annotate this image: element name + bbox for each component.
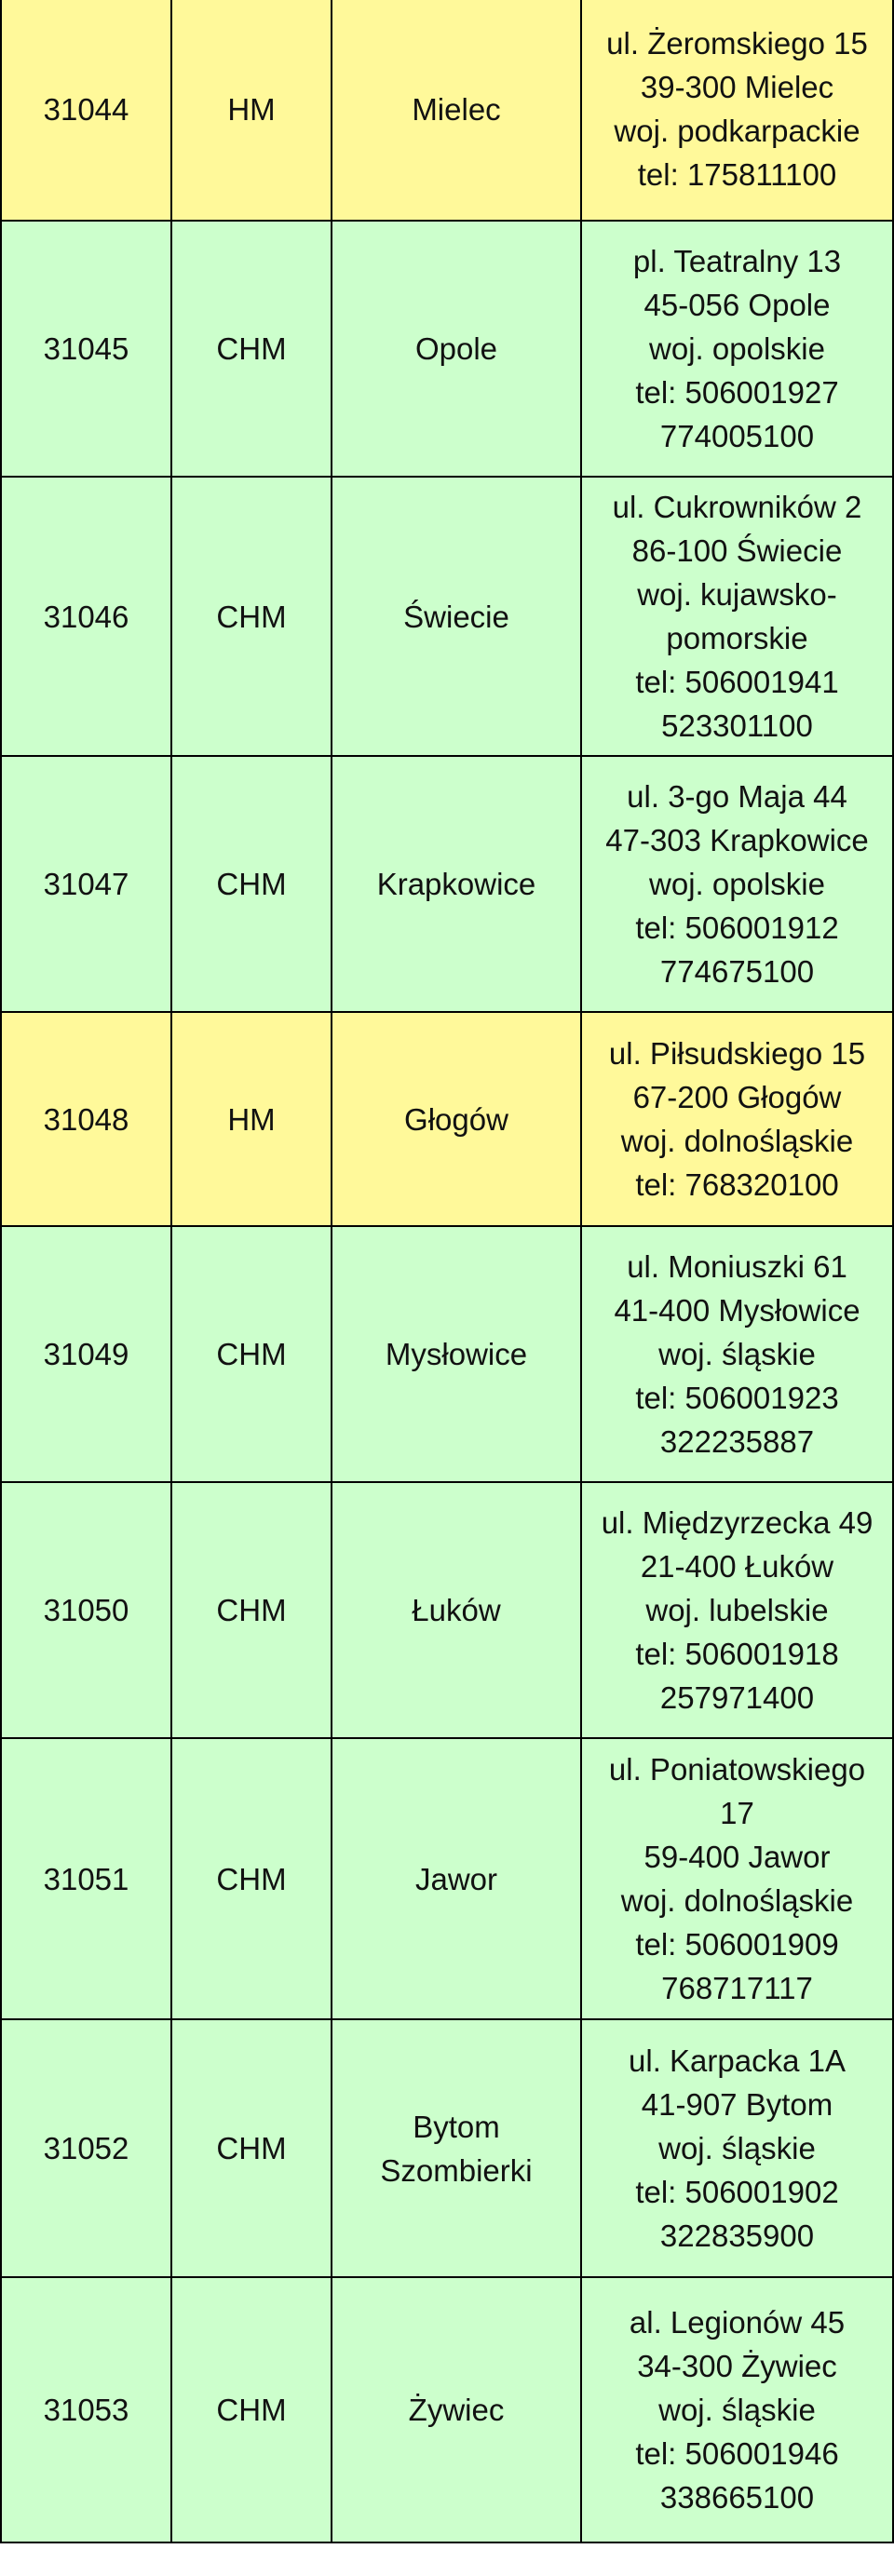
city-cell [332, 1482, 581, 1738]
address-line: woj. dolnośląskie [620, 1124, 854, 1158]
address-line: ul. Piłsudskiego 15 [608, 1036, 866, 1071]
store-type-cell: HM [171, 0, 332, 221]
address-line: 774005100 [659, 419, 815, 453]
table-row [1, 756, 893, 1012]
address-cell [581, 2019, 893, 2277]
city-line: Szombierki [380, 2152, 533, 2188]
address-line: 67-200 Głogów [632, 1080, 842, 1114]
address-cell [581, 756, 893, 1012]
address-line: pl. Teatralny 13 [632, 244, 842, 278]
city-cell [332, 2277, 581, 2542]
address-cell [581, 2277, 893, 2542]
address-line: 45-056 Opole [643, 288, 831, 322]
address-line: 322835900 [659, 2219, 815, 2253]
address-line: 21-400 Łuków [640, 1549, 834, 1584]
address-cell [581, 1012, 893, 1226]
store-code-cell: 31050 [1, 1482, 171, 1738]
address-line: 17 [720, 1796, 754, 1830]
address-line: woj. śląskie [658, 2131, 816, 2165]
city-line: Bytom [413, 2109, 500, 2144]
address-line: ul. Moniuszki 61 [627, 1249, 847, 1284]
address-line: tel: 506001909 [635, 1927, 839, 1962]
table-row [1, 1738, 893, 2019]
city-line: Opole [414, 331, 498, 366]
address-line: tel: 506001923 [635, 1381, 839, 1415]
address-line: woj. kujawsko- [637, 577, 837, 612]
city-line: Mielec [412, 91, 501, 127]
store-code-cell: 31051 [1, 1738, 171, 2019]
city-line: Mysłowice [385, 1337, 528, 1371]
address-line: 47-303 Krapkowice [605, 823, 869, 857]
table-row [1, 1482, 893, 1738]
store-type-cell: CHM [171, 1482, 332, 1738]
address-line: woj. śląskie [658, 1337, 816, 1371]
address-cell [581, 1482, 893, 1738]
address-line: woj. opolskie [649, 867, 825, 901]
address-line: tel: 506001918 [635, 1637, 839, 1671]
address-cell [581, 0, 893, 221]
city-cell [332, 1012, 581, 1226]
city-cell [332, 221, 581, 477]
table-row [1, 0, 893, 221]
store-code-cell: 31046 [1, 477, 171, 756]
store-code-cell: 31052 [1, 2019, 171, 2277]
store-type-cell: CHM [171, 756, 332, 1012]
address-line: tel: 768320100 [635, 1167, 839, 1202]
address-line: tel: 506001927 [635, 375, 839, 410]
city-cell [332, 0, 581, 221]
store-type-cell: CHM [171, 2019, 332, 2277]
address-line: ul. Żeromskiego 15 [606, 26, 868, 61]
address-line: woj. śląskie [658, 2393, 816, 2427]
address-line: 39-300 Mielec [640, 70, 834, 104]
address-line: 322235887 [659, 1424, 815, 1459]
address-cell [581, 221, 893, 477]
store-code-cell: 31047 [1, 756, 171, 1012]
table-row [1, 1226, 893, 1482]
address-line: 41-400 Mysłowice [614, 1293, 860, 1328]
store-type-cell: CHM [171, 477, 332, 756]
address-line: ul. Poniatowskiego [608, 1752, 866, 1787]
address-line: 768717117 [661, 1971, 813, 2005]
address-line: tel: 506001912 [635, 910, 839, 945]
city-cell [332, 2019, 581, 2277]
address-line: tel: 506001941 [635, 665, 839, 699]
address-line: 86-100 Świecie [631, 533, 843, 568]
table-row [1, 2277, 893, 2542]
table-row [1, 1012, 893, 1226]
address-line: 338665100 [659, 2480, 815, 2515]
store-type-cell: CHM [171, 2277, 332, 2542]
city-line: Łuków [412, 1593, 501, 1627]
store-code-cell: 31045 [1, 221, 171, 477]
table-row [1, 221, 893, 477]
store-type-cell: CHM [171, 1738, 332, 2019]
outlets-table-body [1, 0, 893, 2542]
address-line: tel: 506001902 [635, 2175, 839, 2209]
city-line: Głogów [404, 1101, 508, 1137]
city-cell [332, 1738, 581, 2019]
address-line: woj. opolskie [649, 331, 825, 366]
store-code-cell: 31044 [1, 0, 171, 221]
address-line: 59-400 Jawor [643, 1840, 831, 1874]
store-type-cell: CHM [171, 1226, 332, 1482]
table-row [1, 477, 893, 756]
address-line: ul. Karpacka 1A [629, 2043, 846, 2078]
store-type-cell: HM [171, 1012, 332, 1226]
city-line: Żywiec [408, 2393, 505, 2427]
store-code-cell: 31048 [1, 1012, 171, 1226]
address-line: al. Legionów 45 [629, 2305, 846, 2340]
store-code-cell: 31053 [1, 2277, 171, 2542]
city-cell [332, 756, 581, 1012]
address-line: ul. Międzyrzecka 49 [601, 1505, 874, 1540]
table-row [1, 2019, 893, 2277]
address-line: woj. dolnośląskie [620, 1883, 854, 1918]
address-line: 774675100 [659, 954, 815, 989]
address-line: 41-907 Bytom [641, 2087, 833, 2122]
city-cell [332, 1226, 581, 1482]
store-code-cell: 31049 [1, 1226, 171, 1482]
address-cell [581, 1226, 893, 1482]
address-line: tel: 506001946 [635, 2436, 839, 2471]
address-line: pomorskie [666, 621, 808, 655]
address-line: 34-300 Żywiec [637, 2349, 837, 2383]
store-type-cell: CHM [171, 221, 332, 477]
address-line: woj. podkarpackie [614, 114, 860, 148]
address-line: tel: 175811100 [637, 157, 837, 192]
address-line: ul. 3-go Maja 44 [627, 779, 847, 814]
address-line: woj. lubelskie [645, 1593, 829, 1627]
city-line: Jawor [414, 1861, 498, 1896]
address-cell [581, 1738, 893, 2019]
city-line: Świecie [403, 599, 509, 634]
address-line: 257971400 [659, 1680, 815, 1715]
address-cell [581, 477, 893, 756]
address-line: 523301100 [661, 708, 813, 743]
city-line: Krapkowice [376, 867, 536, 901]
city-cell [332, 477, 581, 756]
address-line: ul. Cukrowników 2 [612, 490, 862, 524]
